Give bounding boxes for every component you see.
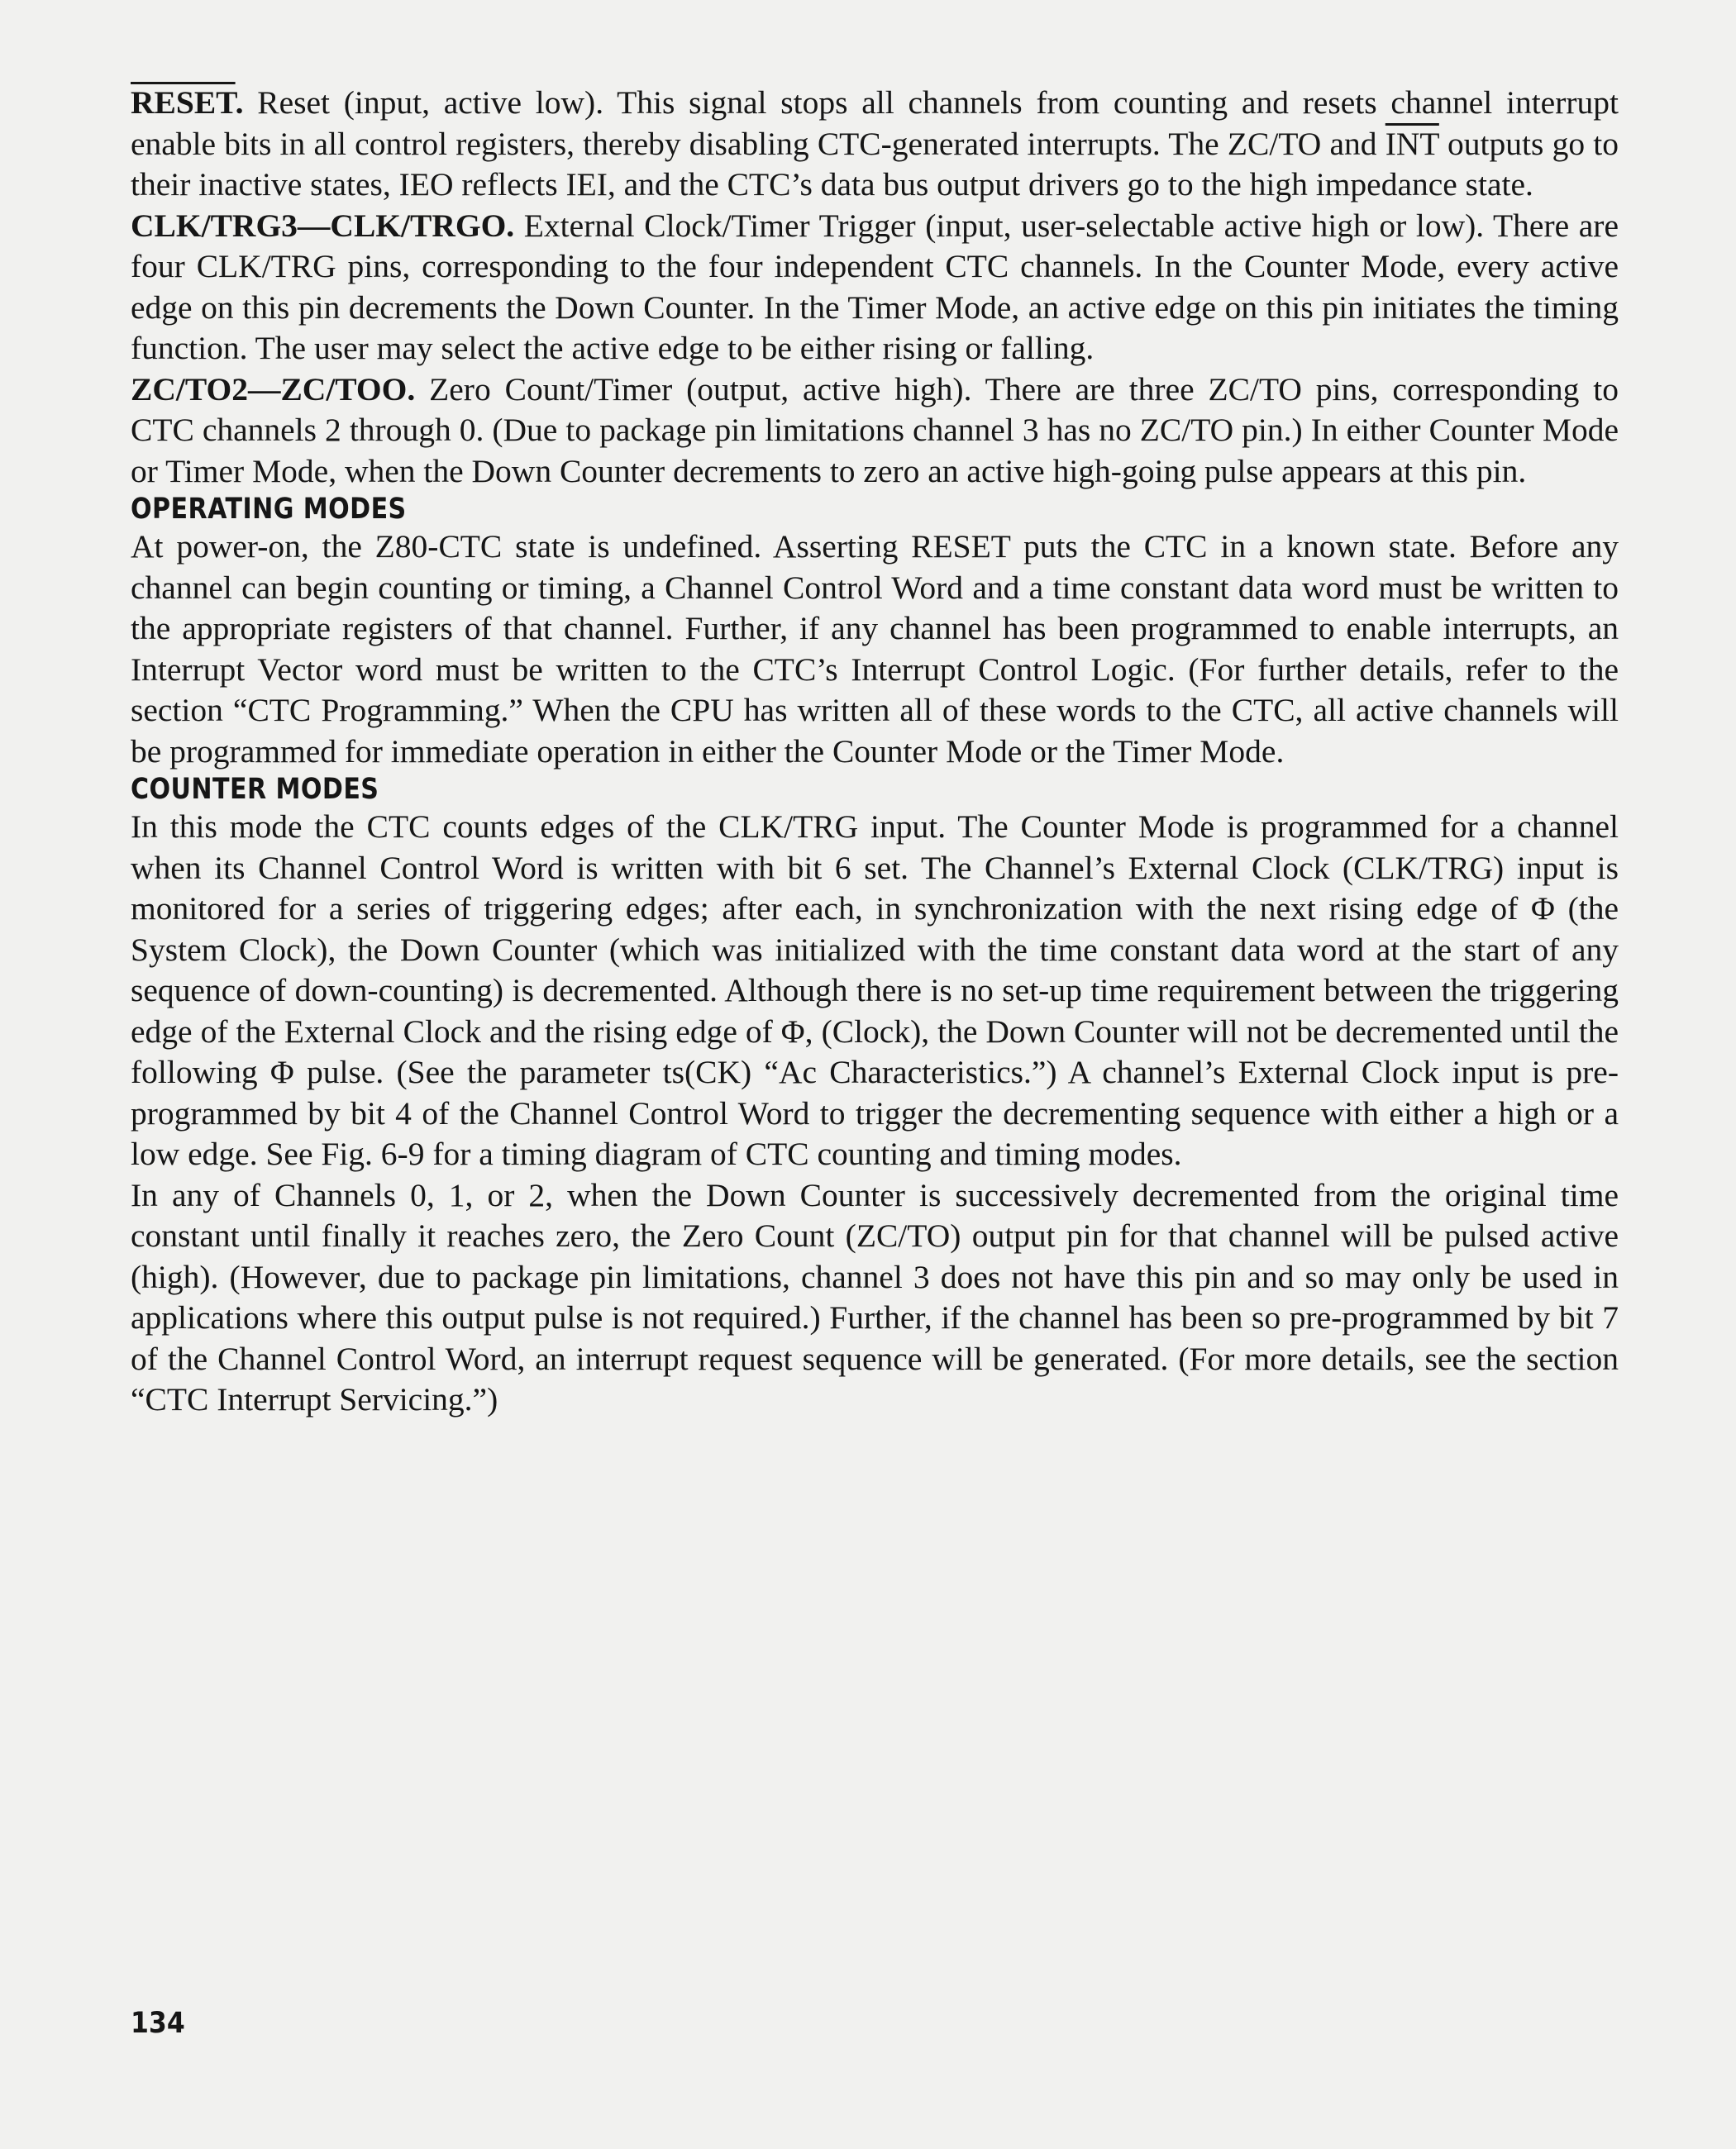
page-number: 134 xyxy=(131,2007,185,2040)
zc-to-paragraph xyxy=(131,369,1619,493)
counter-modes-paragraph-2: In any of Channels 0, 1, or 2, when the Down Counter is successively decremented from the original time constant until finally it reaches zero, the Zero Count (ZC/TO) output pin for that channel will be pulsed active (high). (However, due to package pin limitations, channel 3 does not have this pin and so may only be used in applications where this output pulse is not required.) Further, if the channel has been so pre-programmed by bit 7 of the Channel Control Word, an interrupt request sequence will be generated. (For more details, see the section “CTC Interrupt Servicing.”) xyxy=(131,1176,1619,1418)
counter-modes-heading: COUNTER MODES xyxy=(131,773,379,806)
reset-description-1: Reset (input, active low). This signal stops all channels from counting and resets channel interrupt enable bits in all control registers, thereby disabling CTC-generated interrupts. The ZC/TO and xyxy=(131,84,1619,162)
operating-modes-heading: OPERATING MODES xyxy=(131,493,407,526)
zc-to-description: Zero Count/Timer (output, active high). There are three ZC/TO pins, corresponding to CTC channels 2 through 0. (Due to package pin limitations channel 3 has no ZC/TO pin.) In either Counter Mode or Timer Mode, when the Down Counter decrements to zero an active high-going pulse appears at this pin. xyxy=(131,370,1619,489)
reset-description-2: outputs go to their inactive states, IEO reflects IEI, and the CTC’s data bus output drivers go to the high impedance state. xyxy=(131,125,1619,203)
document-page xyxy=(131,83,1619,1421)
reset-term: RESET xyxy=(131,84,236,121)
clk-trg-paragraph xyxy=(131,206,1619,369)
clk-trg-description: External Clock/Timer Trigger (input, user-selectable active high or low). There are four CLK/TRG pins, corresponding to the four independent CTC channels. In the Counter Mode, every active edge on this pin decrements the Down Counter. In the Timer Mode, an active edge on this pin initiates the timing function. The user may select the active edge to be either rising or falling. xyxy=(131,207,1619,366)
counter-modes-paragraph-1: In this mode the CTC counts edges of the CLK/TRG input. The Counter Mode is programmed for a channel when its Channel Control Word is written with bit 6 set. The Channel’s External Clock (CLK/TRG) input is monitored for a series of triggering edges; after each, in synchronization with the next rising edge of Φ (the System Clock), the Down Counter (which was initialized with the time constant data word at the start of any sequence of down-counting) is decremented. Although there is no set-up time requirement between the triggering edge of the External Clock and the rising edge of Φ, (Clock), the Down Counter will not be decremented until the following Φ pulse. (See the parameter ts(CK) “Ac Characteristics.”) A channel’s External Clock input is pre-programmed by bit 4 of the Channel Control Word to trigger the decrementing sequence with either a high or a low edge. See Fig. 6-9 for a timing diagram of CTC counting and timing modes. xyxy=(131,808,1619,1172)
reset-paragraph xyxy=(131,83,1619,206)
reset-term-period: . xyxy=(235,84,244,121)
int-signal-label: $\overline{INT}$ xyxy=(1385,125,1439,162)
clk-trg-term: CLK/TRG3—CLK/TRGO. xyxy=(131,207,515,244)
operating-modes-paragraph: At power-on, the Z80-CTC state is undefined. Asserting RESET puts the CTC in a known state. Before any channel can begin counting or timing, a Channel Control Word and a time constant data word must be written to the appropriate registers of that channel. Further, if any channel has been programmed to enable interrupts, an Interrupt Vector word must be written to the CTC’s Interrupt Control Logic. (For further details, refer to the section “CTC Programming.” When the CPU has written all of these words to the CTC, all active channels will be programmed for immediate operation in either the Counter Mode or the Timer Mode. xyxy=(131,528,1619,770)
zc-to-term: ZC/TO2—ZC/TOO. xyxy=(131,370,416,407)
